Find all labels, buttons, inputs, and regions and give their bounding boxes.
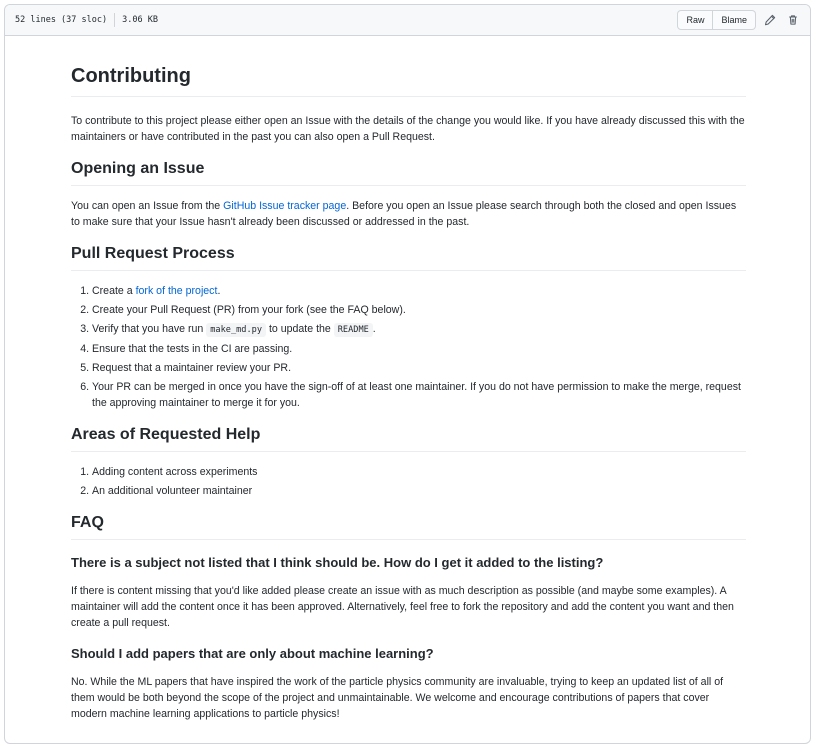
list-item: 2. Create your Pull Request (PR) from your fork (see the FAQ below). bbox=[92, 302, 746, 318]
opening-issue-paragraph bbox=[71, 198, 746, 230]
text: . bbox=[372, 323, 376, 335]
edit-button[interactable] bbox=[761, 11, 779, 29]
text: . Before you open an Issue please search through both the closed and open Issues to make sure that your Issue hasn't already been discussed or addressed in the past. bbox=[71, 200, 737, 228]
text: . bbox=[217, 285, 221, 297]
inline-code: README bbox=[334, 323, 373, 337]
pr-steps-list bbox=[71, 283, 746, 411]
divider bbox=[114, 13, 115, 27]
trash-icon bbox=[787, 14, 799, 26]
delete-button[interactable] bbox=[784, 11, 802, 29]
raw-button[interactable]: Raw bbox=[677, 10, 713, 30]
view-button-group bbox=[677, 10, 756, 30]
file-info bbox=[15, 13, 158, 27]
faq-answer: No. While the ML papers that have inspired the work of the particle physics community are invaluable, trying to keep an updated list of all of them would be both beyond the scope of the project and unmaintainable. We welcome and encourage contributions of papers that cover modern machine learning applications to particle physics! bbox=[71, 676, 724, 720]
faq-question: There is a subject not listed that I think should be. How do I get it added to the listing? bbox=[71, 555, 604, 570]
list-item: 5. Request that a maintainer review your PR. bbox=[92, 360, 746, 376]
blame-button[interactable]: Blame bbox=[713, 10, 756, 30]
list-item: 2. An additional volunteer maintainer bbox=[92, 483, 746, 499]
file-size: 3.06 KB bbox=[122, 15, 158, 25]
fork-link[interactable]: fork of the project bbox=[135, 285, 218, 297]
faq-question: Should I add papers that are only about machine learning? bbox=[71, 646, 434, 661]
file-viewer bbox=[4, 4, 811, 744]
text: You can open an Issue from the bbox=[71, 200, 224, 212]
readme-content bbox=[71, 36, 746, 732]
list-item: 4. Ensure that the tests in the CI are passing. bbox=[92, 341, 746, 357]
issue-tracker-link[interactable]: GitHub Issue tracker page bbox=[223, 200, 347, 212]
heading-pr-process: Pull Request Process bbox=[71, 244, 746, 271]
requested-help-list bbox=[71, 464, 746, 499]
intro-paragraph: To contribute to this project please either open an Issue with the details of the change you would like. If you have already discussed this with the maintainers or have contributed in the past you can also open a Pull Request. bbox=[71, 115, 745, 143]
text: Verify that you have run bbox=[92, 323, 207, 335]
list-item: 6. Your PR can be merged in once you have the sign-off of at least one maintainer. If you do not have permission to make the merge, request the approving maintainer to merge it for you. bbox=[92, 379, 746, 411]
text: Create a bbox=[92, 285, 136, 297]
list-item bbox=[92, 321, 746, 338]
text: to update the bbox=[266, 323, 334, 335]
faq-answer: If there is content missing that you'd like added please create an issue with as much description as possible (and maybe some examples). A maintainer will add the content once it has been approved. Alternatively, feel free to fork the repository and add the content you want and then create a pull request. bbox=[71, 585, 734, 629]
heading-requested-help: Areas of Requested Help bbox=[71, 425, 746, 452]
inline-code: make_md.py bbox=[206, 323, 266, 337]
file-header bbox=[5, 5, 810, 36]
heading-opening-issue: Opening an Issue bbox=[71, 159, 746, 186]
page-title: Contributing bbox=[71, 64, 746, 97]
pencil-icon bbox=[764, 14, 776, 26]
file-actions bbox=[677, 10, 802, 30]
list-item: 1. Adding content across experiments bbox=[92, 464, 746, 480]
heading-faq: FAQ bbox=[71, 513, 746, 540]
line-count: 52 lines (37 sloc) bbox=[15, 15, 108, 25]
list-item bbox=[92, 283, 746, 299]
